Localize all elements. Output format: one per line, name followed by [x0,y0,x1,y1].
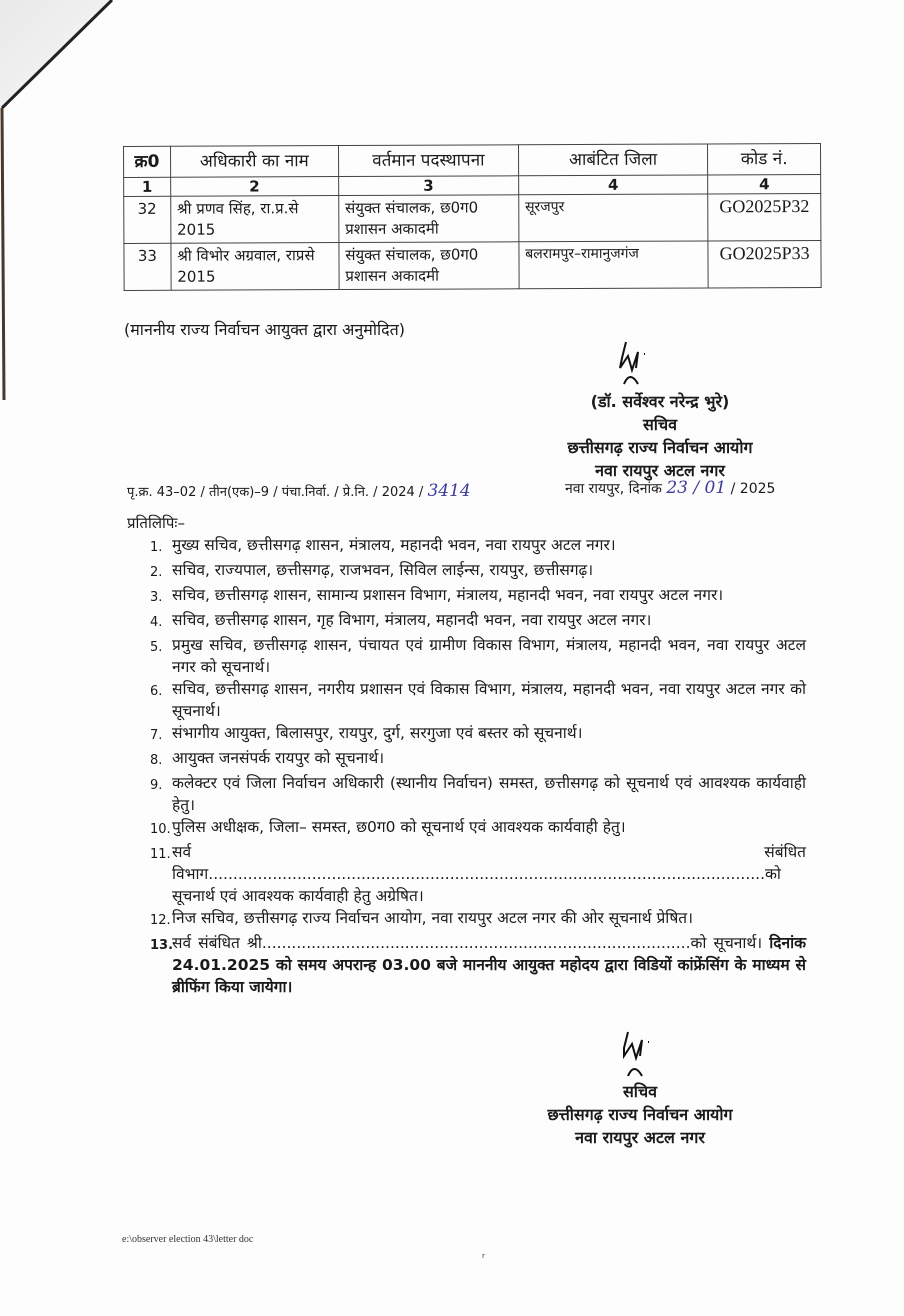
list-item-number: 10. [150,822,171,837]
signatory-designation: सचिव [642,415,678,434]
list-item-number: 13. [150,938,174,953]
footer-file-path: e:\observer election 43\letter doc [122,1234,254,1245]
table-row [124,193,821,243]
signatory-place: नवा रायपुर अटल नगर [595,461,725,480]
column-number: 4 [708,174,821,193]
signature-bottom [614,1030,660,1080]
issue-date: नवा रायपुर, दिनांक 23 / 01 / 2025 [565,478,776,498]
list-item-text: संभागीय आयुक्त, बिलासपुर, रायपुर, दुर्ग, सरगुजा एवं बस्तर को सूचनार्थ। [172,724,583,742]
list-item [150,747,806,772]
list-item [150,772,806,816]
signatory-bottom-block [500,1080,780,1149]
list-item-number: 8. [150,753,163,768]
signatory-office: छत्तीसगढ़ राज्य निर्वाचन आयोग [547,1105,733,1124]
list-item-number: 7. [150,728,163,743]
header-current-posting: वर्तमान पदस्थापना [338,145,518,177]
list-item-number: 4. [150,615,163,630]
date-month: 01 [704,478,727,498]
reference-number-handwritten: 3414 [427,481,471,501]
cell-officer-name: श्री प्रणव सिंह, रा.प्र.से 2015 [170,196,338,244]
cell-code: GO2025P33 [708,240,821,287]
list-item [150,534,806,559]
list-item [150,559,806,584]
list-item [150,678,806,722]
column-number: 4 [518,175,708,195]
column-number: 1 [124,177,171,196]
list-item-number: 12. [150,913,171,928]
date-day: 23 [666,478,688,498]
list-item-briefing [150,932,806,998]
table-header-row [124,143,821,177]
signatory-top-block [520,390,800,482]
list-item-text: सचिव, छत्तीसगढ़ शासन, सामान्य प्रशासन विभाग, मंत्रालय, महानदी भवन, नवा रायपुर अटल नगर। [172,586,724,604]
list-item-text: सर्व संबंधित विभाग.................................................................................................................को सूचनार्थ एवं आवश्यक कार्यवाही हेतु अग्रेषित। [172,843,806,905]
signature-top [608,340,658,390]
reference-number-text: पृ.क्र. 43–02 / तीन(एक)–9 / पंचा.निर्वा. / प्रे.नि. / 2024 / [127,485,428,500]
list-item-number: 9. [150,778,163,793]
cell-code: GO2025P32 [708,193,821,240]
copy-to-label: प्रतिलिपिः– [127,514,185,532]
cell-district: बलरामपुर–रामानुजगंज [519,241,709,289]
list-item [150,841,806,907]
footer-page-mark: r [482,1252,485,1260]
list-item-number: 6. [150,684,163,699]
list-item-text: सचिव, छत्तीसगढ़ शासन, गृह विभाग, मंत्रालय, महानदी भवन, नवा रायपुर अटल नगर। [172,611,652,629]
list-item [150,816,806,841]
list-item-text: सचिव, राज्यपाल, छत्तीसगढ़, राजभवन, सिविल लाईन्स, रायपुर, छत्तीसगढ़। [172,561,594,579]
signatory-designation: सचिव [622,1082,658,1101]
briefing-notice: दिनांक 24.01.2025 को समय अपरान्ह 03.00 बजे माननीय आयुक्त महोदय द्वारा विडियों कांफ्रेंसिंग के माध्यम से ब्रीफिंग किया जायेगा। [172,934,806,996]
list-item-text: सचिव, छत्तीसगढ़ शासन, नगरीय प्रशासन एवं विकास विभाग, मंत्रालय, महानदी भवन, नवा रायपुर अटल नगर को सूचनार्थ। [172,680,806,720]
cell-serial: 33 [124,243,171,290]
list-item [150,634,806,678]
list-item-number: 3. [150,590,163,605]
cell-district: सूरजपुर [518,194,708,242]
header-allotted-district: आबंटित जिला [518,144,708,176]
list-item-text: निज सचिव, छत्तीसगढ़ राज्य निर्वाचन आयोग, नवा रायपुर अटल नगर की ओर सूचनार्थ प्रेषित। [172,909,693,927]
column-number: 3 [338,176,518,196]
list-item [150,584,806,609]
list-item-number: 1. [150,540,163,555]
column-number: 2 [170,177,338,197]
table-row [124,240,821,290]
list-item-number: 2. [150,565,163,580]
date-prefix: नवा रायपुर, दिनांक [565,481,667,497]
signatory-place: नवा रायपुर अटल नगर [575,1128,705,1147]
approval-note: (माननीय राज्य निर्वाचन आयुक्त द्वारा अनुमोदित) [124,320,405,339]
signatory-name: (डॉ. सर्वेश्वर नरेन्द्र भुरे) [590,392,730,411]
list-item-text: सर्व संबंधित श्री.......................................................................................को सूचनार्थ। [172,934,770,952]
cell-posting: संयुक्त संचालक, छ0ग0 प्रशासन अकादमी [339,242,519,290]
list-item-number: 5. [150,640,163,655]
reference-number [127,481,471,501]
header-code: कोड नं. [708,143,821,174]
officer-allocation-table [123,143,822,291]
header-serial: क्र0 [124,146,171,177]
list-item-text: प्रमुख सचिव, छत्तीसगढ़ शासन, पंचायत एवं ग्रामीण विकास विभाग, मंत्रालय, महानदी भवन, नवा रायपुर अटल नगर को सूचनार्थ। [172,636,806,676]
list-item [150,907,806,932]
signatory-office: छत्तीसगढ़ राज्य निर्वाचन आयोग [567,438,753,457]
copy-to-list [150,534,806,998]
date-year: 2025 [739,481,776,497]
header-officer-name: अधिकारी का नाम [170,146,338,178]
list-item-text: मुख्य सचिव, छत्तीसगढ़ शासन, मंत्रालय, महानदी भवन, नवा रायपुर अटल नगर। [172,536,616,554]
cell-serial: 32 [124,196,171,243]
cell-posting: संयुक्त संचालक, छ0ग0 प्रशासन अकादमी [339,195,519,243]
list-item-number: 11. [150,847,171,862]
list-item [150,609,806,634]
list-item [150,722,806,747]
list-item-text: पुलिस अधीक्षक, जिला– समस्त, छ0ग0 को सूचनार्थ एवं आवश्यक कार्यवाही हेतु। [172,818,626,836]
cell-officer-name: श्री विभोर अग्रवाल, राप्रसे 2015 [171,243,339,291]
list-item-text: आयुक्त जनसंपर्क रायपुर को सूचनार्थ। [172,749,385,767]
list-item-text: कलेक्टर एवं जिला निर्वाचन अधिकारी (स्थानीय निर्वाचन) समस्त, छत्तीसगढ़ को सूचनार्थ एवं आवश्यक कार्यवाही हेतु। [172,774,806,814]
